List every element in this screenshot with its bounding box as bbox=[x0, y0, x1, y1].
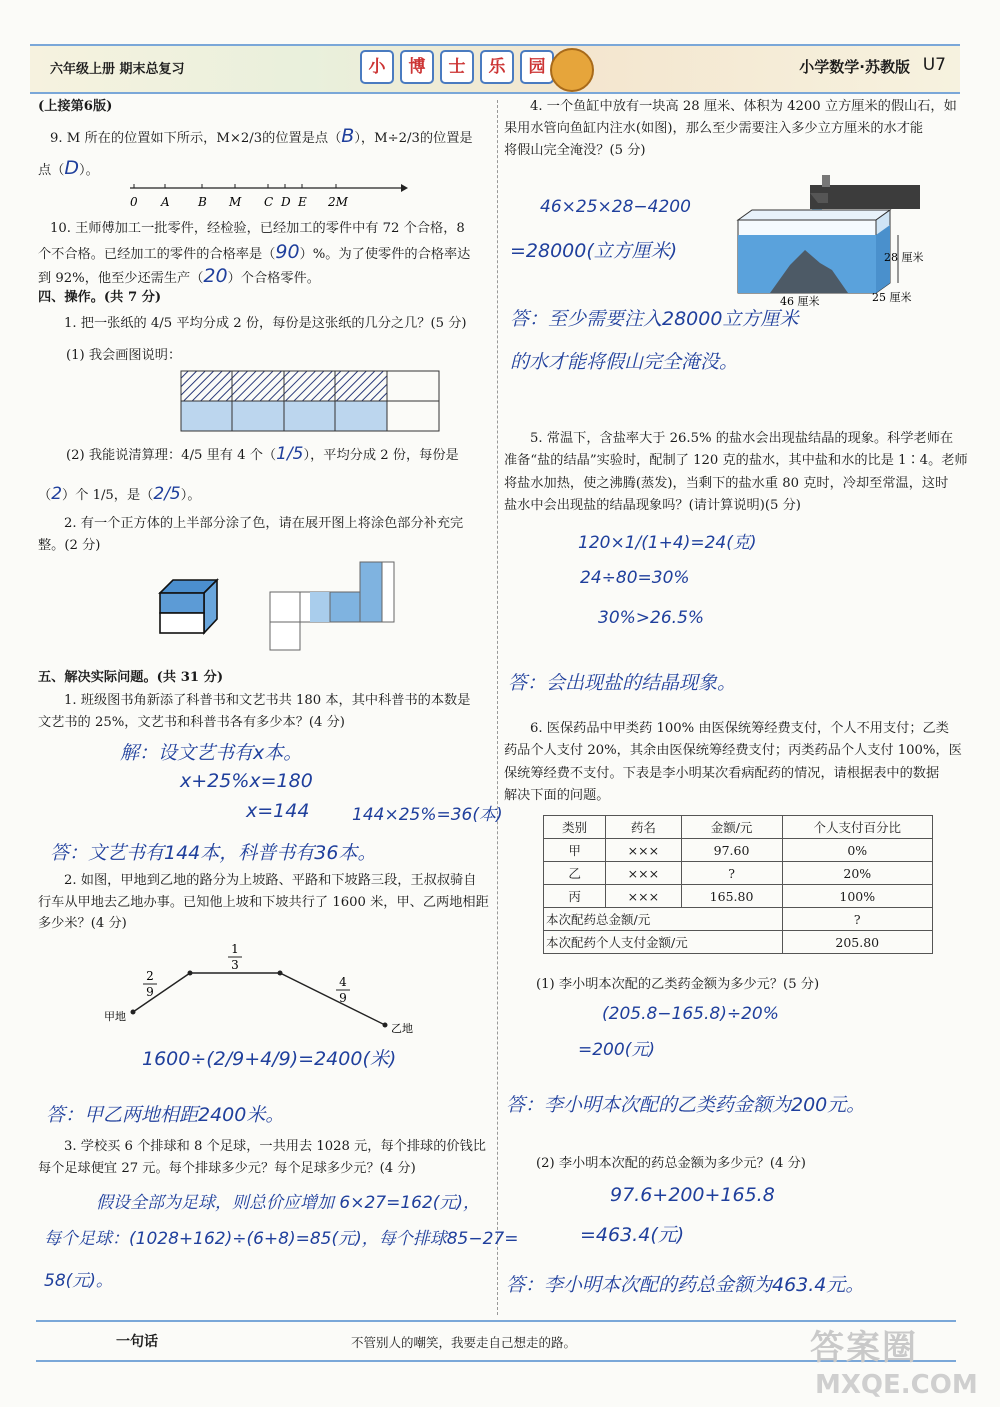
p3-line1: 3. 学校买 6 个排球和 8 个足球，一共用去 1028 元，每个排球的价钱比 bbox=[64, 1139, 486, 1154]
page-header bbox=[30, 44, 960, 94]
p2-line2: 行车从甲地去乙地办事。已知他上坡和下坡共行了 1600 米，甲、乙两地相距 bbox=[38, 895, 489, 910]
route-fraction: 9 bbox=[146, 985, 154, 999]
table-cell: 205.80 bbox=[782, 931, 932, 954]
q10-line3: 到 92%，他至少还需生产（20）个合格零件。 bbox=[38, 265, 320, 287]
lion-mascot-icon bbox=[550, 48, 594, 92]
table-row bbox=[544, 839, 933, 862]
table-cell: ? bbox=[681, 862, 782, 885]
p1-answer: 答：文艺书有144本，科普书有36本。 bbox=[50, 842, 377, 864]
table-cell: 本次配药个人支付金额/元 bbox=[544, 931, 783, 954]
number-line bbox=[125, 176, 410, 210]
route-label: 乙地 bbox=[391, 1022, 413, 1035]
q10-line2: 个不合格。已经加工的零件的合格率是（90）%。为了使零件的合格率达 bbox=[38, 241, 471, 263]
fish-tank-diagram bbox=[730, 175, 935, 310]
q6a-handwriting: =200(元) bbox=[578, 1040, 655, 1060]
table-cell: ××× bbox=[606, 839, 681, 862]
q4-handwriting: =28000(立方厘米) bbox=[510, 240, 678, 262]
nl-label: B bbox=[198, 195, 207, 209]
table-header: 金额/元 bbox=[681, 816, 782, 839]
logo-char: 园 bbox=[520, 50, 554, 84]
p1-handwriting: 144×25%=36(本) bbox=[352, 805, 503, 825]
q4-line1: 4. 一个鱼缸中放有一块高 28 厘米、体积为 4200 立方厘米的假山石，如 bbox=[530, 99, 957, 114]
nl-label: D bbox=[281, 195, 291, 209]
q6b-handwriting: 97.6+200+165.8 bbox=[610, 1184, 775, 1206]
q5-line3: 将盐水加热，使之沸腾(蒸发)，当剩下的盐水重 80 克时，冷却至常温，这时 bbox=[504, 476, 949, 491]
table-cell: 0% bbox=[782, 839, 932, 862]
route-label: 甲地 bbox=[104, 1010, 126, 1023]
p2-line1: 2. 如图，甲地到乙地的路分为上坡路、平路和下坡路三段，王叔叔骑自 bbox=[64, 873, 477, 888]
tank-width-label: 25 厘米 bbox=[872, 291, 912, 304]
p3-line2: 每个足球便宜 27 元。每个排球多少元？每个足球多少元？(4 分) bbox=[38, 1161, 416, 1176]
p1-handwriting: x+25%x=180 bbox=[180, 770, 313, 792]
watermark-text: 答案圈 bbox=[810, 1328, 918, 1368]
p1-handwriting: x=144 bbox=[246, 800, 310, 822]
table-row bbox=[544, 885, 933, 908]
header-grade: 六年级上册 期末总复习 bbox=[50, 62, 185, 77]
footer-quote: 不管别人的嘲笑，我要走自己想走的路。 bbox=[351, 1335, 577, 1350]
q6-line2: 药品个人支付 20%，其余由医保统筹经费支付；丙类药品个人支付 100%，医 bbox=[504, 743, 962, 758]
table-cell: ××× bbox=[606, 862, 681, 885]
q5-handwriting: 120×1/(1+4)=24(克) bbox=[578, 533, 757, 553]
op1-part2: (2) 我能说清算理：4/5 里有 4 个（1/5），平均分成 2 份，每份是 bbox=[66, 444, 459, 464]
cube-drawing bbox=[155, 575, 225, 637]
q5-answer: 答：会出现盐的结晶现象。 bbox=[508, 672, 737, 694]
route-diagram bbox=[95, 940, 425, 1035]
nl-label: C bbox=[264, 195, 274, 209]
q6a-question: (1) 李小明本次配的乙类药金额为多少元？(5 分) bbox=[536, 977, 820, 992]
table-header: 个人支付百分比 bbox=[782, 816, 932, 839]
watermark-url: MXQE.COM bbox=[815, 1370, 978, 1400]
q5-line2: 准备“盐的结晶”实验时，配制了 120 克的盐水，其中盐和水的比是 1∶4。老师 bbox=[504, 453, 968, 468]
op1-part1: (1) 我会画图说明： bbox=[66, 348, 182, 363]
fraction-grid-drawing bbox=[180, 370, 440, 432]
q10-line1: 10. 王师傅加工一批零件，经检验，已经加工的零件中有 72 个合格，8 bbox=[50, 221, 465, 236]
logo-char: 士 bbox=[440, 50, 474, 84]
route-fraction: 1 bbox=[231, 942, 239, 956]
q5-handwriting: 30%>26.5% bbox=[598, 608, 705, 628]
op2-line2: 整。(2 分) bbox=[38, 538, 101, 553]
medicine-table bbox=[543, 815, 933, 954]
logo-char: 乐 bbox=[480, 50, 514, 84]
p1-line2: 文艺书的 25%，文艺书和科普书各有多少本？(4 分) bbox=[38, 715, 345, 730]
table-header-row bbox=[544, 816, 933, 839]
q6-line1: 6. 医保药品中甲类药 100% 由医保统筹经费支付，个人不用支付；乙类 bbox=[530, 721, 949, 736]
p3-handwriting: 每个足球：(1028+162)÷(6+8)=85(元)，每个排球85−27= bbox=[44, 1229, 519, 1249]
p1-handwriting: 解：设文艺书有x本。 bbox=[120, 742, 303, 764]
p2-line3: 多少米？(4 分) bbox=[38, 916, 127, 931]
op2-line1: 2. 有一个正方体的上半部分涂了色，请在展开图上将涂色部分补充完 bbox=[64, 516, 464, 531]
header-logo bbox=[360, 50, 554, 84]
table-cell: 165.80 bbox=[681, 885, 782, 908]
table-header: 类别 bbox=[544, 816, 606, 839]
column-divider bbox=[497, 100, 498, 1315]
table-cell: ? bbox=[782, 908, 932, 931]
nl-label: M bbox=[229, 195, 242, 209]
q9-text-2: 点（D）。 bbox=[38, 157, 99, 179]
route-fraction: 4 bbox=[339, 975, 347, 989]
table-cell: 本次配药总金额/元 bbox=[544, 908, 783, 931]
table-cell: 100% bbox=[782, 885, 932, 908]
table-cell: 97.60 bbox=[681, 839, 782, 862]
q4-answer: 的水才能将假山完全淹没。 bbox=[510, 351, 739, 373]
q4-line2: 果用水管向鱼缸内注水(如图)，那么至少需要注入多少立方厘米的水才能 bbox=[504, 121, 924, 136]
nl-label: E bbox=[298, 195, 307, 209]
q4-handwriting: 46×25×28−4200 bbox=[540, 197, 691, 217]
route-fraction: 3 bbox=[231, 958, 239, 972]
table-cell: ××× bbox=[606, 885, 681, 908]
q6b-handwriting: =463.4(元) bbox=[580, 1224, 685, 1246]
continued-note: (上接第6版) bbox=[38, 99, 113, 114]
q5-line4: 盐水中会出现盐的结晶现象吗？(请计算说明)(5 分) bbox=[504, 498, 801, 513]
q6a-handwriting: (205.8−165.8)÷20% bbox=[602, 1004, 779, 1024]
header-subject: 小学数学·苏教版 bbox=[799, 58, 910, 76]
nl-label: 0 bbox=[130, 195, 138, 209]
tank-length-label: 46 厘米 bbox=[780, 295, 820, 308]
table-cell: 甲 bbox=[544, 839, 606, 862]
table-row bbox=[544, 862, 933, 885]
p2-answer: 答：甲乙两地相距2400米。 bbox=[46, 1104, 285, 1126]
table-header: 药名 bbox=[606, 816, 681, 839]
logo-char: 小 bbox=[360, 50, 394, 84]
q6a-answer: 答：李小明本次配的乙类药金额为200元。 bbox=[506, 1094, 866, 1116]
table-cell: 乙 bbox=[544, 862, 606, 885]
footer-label: 一句话 bbox=[116, 1334, 158, 1350]
p3-handwriting: 58(元)。 bbox=[44, 1271, 113, 1291]
q4-line3: 将假山完全淹没？(5 分) bbox=[504, 143, 646, 158]
table-cell: 丙 bbox=[544, 885, 606, 908]
op1-part2-cont: （2）个 1/5，是（2/5）。 bbox=[38, 484, 201, 504]
p1-line1: 1. 班级图书角新添了科普书和文艺书共 180 本，其中科普书的本数是 bbox=[64, 693, 471, 708]
q5-handwriting: 24÷80=30% bbox=[580, 568, 690, 588]
q6b-question: (2) 李小明本次配的药总金额为多少元？(4 分) bbox=[536, 1156, 806, 1171]
op1-question: 1. 把一张纸的 4/5 平均分成 2 份，每份是这张纸的几分之几？(5 分) bbox=[64, 316, 467, 331]
tank-height-label: 28 厘米 bbox=[884, 251, 924, 264]
nl-label: 2M bbox=[328, 195, 348, 209]
q6-line4: 解决下面的问题。 bbox=[504, 788, 610, 803]
logo-char: 博 bbox=[400, 50, 434, 84]
page-number: U7 bbox=[922, 55, 946, 75]
q4-answer: 答：至少需要注入28000立方厘米 bbox=[510, 308, 799, 330]
nl-label: A bbox=[161, 195, 170, 209]
q9-text: 9. M 所在的位置如下所示，M×2/3的位置是点（B），M÷2/3的位置是 bbox=[50, 125, 473, 147]
route-fraction: 9 bbox=[339, 991, 347, 1005]
section-5-title: 五、解决实际问题。(共 31 分) bbox=[38, 670, 224, 685]
p3-handwriting: 假设全部为足球，则总价应增加 6×27=162(元)， bbox=[96, 1193, 481, 1213]
q5-line1: 5. 常温下，含盐率大于 26.5% 的盐水会出现盐结晶的现象。科学老师在 bbox=[530, 431, 954, 446]
cube-net-drawing bbox=[265, 560, 395, 652]
table-row bbox=[544, 931, 933, 954]
q6b-answer: 答：李小明本次配的药总金额为463.4元。 bbox=[506, 1274, 865, 1296]
table-cell: 20% bbox=[782, 862, 932, 885]
route-fraction: 2 bbox=[146, 969, 154, 983]
q6-line3: 保统筹经费不支付。下表是李小明某次看病配药的情况，请根据表中的数据 bbox=[504, 766, 940, 781]
table-row bbox=[544, 908, 933, 931]
p2-handwriting: 1600÷(2/9+4/9)=2400(米) bbox=[142, 1048, 397, 1070]
section-4-title: 四、操作。(共 7 分) bbox=[38, 290, 162, 305]
